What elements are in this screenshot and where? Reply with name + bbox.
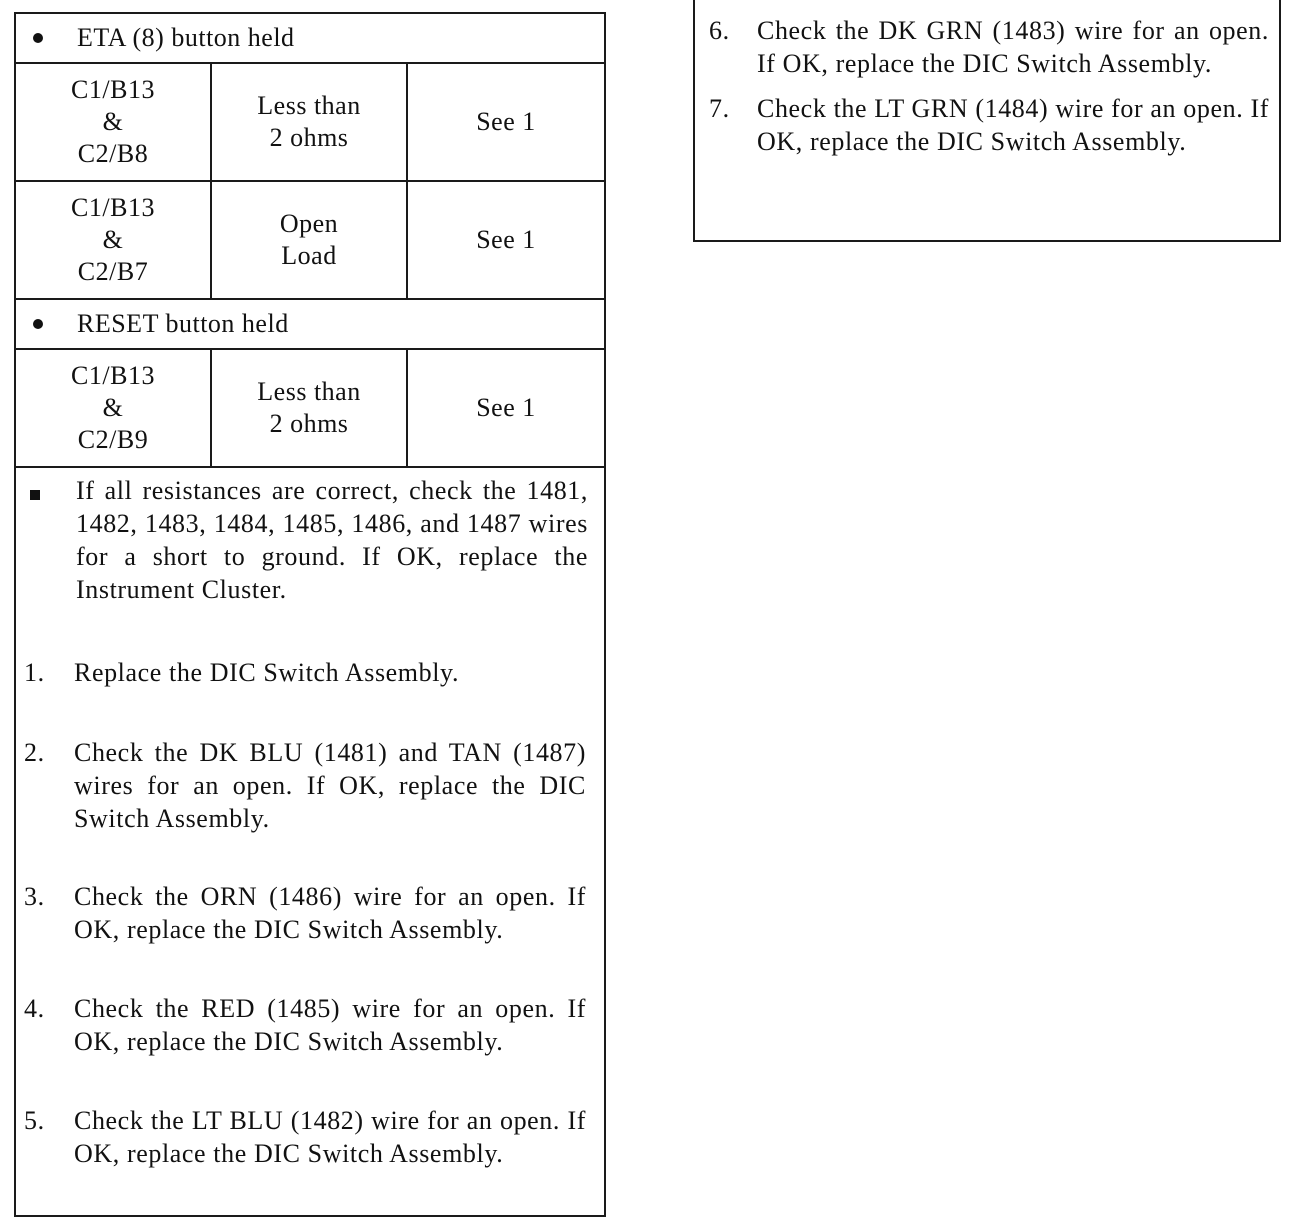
step-number: 1. — [24, 658, 45, 687]
step-text: Check the DK GRN (1483) wire for an open. If OK, replace the DIC Switch Assembly. — [757, 16, 1269, 78]
table-row — [16, 350, 604, 468]
step-number: 5. — [24, 1106, 45, 1135]
step-number: 4. — [24, 994, 45, 1023]
step-text: Check the LT GRN (1484) wire for an open. If OK, replace the DIC Switch Assembly. — [757, 94, 1269, 156]
step-number: 2. — [24, 738, 45, 767]
diagnostic-table-right — [693, 0, 1281, 242]
list-item — [695, 92, 1279, 158]
reset-header-label: RESET button held — [77, 309, 289, 338]
pins-cell — [16, 64, 212, 180]
action-cell — [408, 350, 604, 466]
value-line-1: Open — [279, 209, 339, 238]
value-cell — [212, 350, 408, 466]
step-number: 3. — [24, 882, 45, 911]
value-line-2: 2 ohms — [269, 123, 349, 152]
eta-button-header — [16, 14, 604, 64]
action-text: See 1 — [476, 225, 536, 254]
list-item — [16, 880, 604, 946]
note-text: If all resistances are correct, check the 1481, 1482, 1483, 1484, 1485, 1486, and 1487 wires for a short to ground. If OK, replace the Instrument Cluster. — [76, 476, 588, 604]
pin-b: C2/B7 — [77, 257, 149, 286]
value-cell — [212, 64, 408, 180]
action-text: See 1 — [476, 393, 536, 422]
step-number: 6. — [709, 16, 730, 45]
value-line-2: 2 ohms — [269, 409, 349, 438]
pin-join: & — [102, 393, 124, 422]
value-line-1: Less than — [257, 91, 361, 120]
step-text: Check the DK BLU (1481) and TAN (1487) wires for an open. If OK, replace the DIC Switch Assembly. — [74, 738, 586, 833]
pin-join: & — [102, 107, 124, 136]
repair-steps-right — [695, 14, 1279, 170]
pins-cell — [16, 350, 212, 466]
bullet-icon — [33, 319, 43, 329]
step-text: Replace the DIC Switch Assembly. — [74, 658, 460, 687]
list-item — [695, 14, 1279, 80]
action-cell — [408, 64, 604, 180]
step-text: Check the RED (1485) wire for an open. If OK, replace the DIC Switch Assembly. — [74, 994, 586, 1056]
step-text: Check the LT BLU (1482) wire for an open. If OK, replace the DIC Switch Assembly. — [74, 1106, 586, 1168]
value-line-2: Load — [281, 241, 337, 270]
pin-b: C2/B8 — [77, 139, 149, 168]
reset-button-header — [16, 300, 604, 350]
value-cell — [212, 182, 408, 298]
step-text: Check the ORN (1486) wire for an open. If OK, replace the DIC Switch Assembly. — [74, 882, 586, 944]
pin-a: C1/B13 — [71, 193, 155, 222]
bullet-icon — [30, 490, 40, 500]
value-line-1: Less than — [257, 377, 361, 406]
short-to-ground-note — [16, 474, 604, 606]
pin-b: C2/B9 — [77, 425, 149, 454]
pin-a: C1/B13 — [71, 75, 155, 104]
pins-cell — [16, 182, 212, 298]
list-item — [16, 1104, 604, 1170]
list-item — [16, 656, 604, 689]
pin-join: & — [102, 225, 124, 254]
table-row — [16, 182, 604, 300]
list-item — [16, 992, 604, 1058]
pin-a: C1/B13 — [71, 361, 155, 390]
step-number: 7. — [709, 94, 730, 123]
table-row — [16, 64, 604, 182]
diagnostic-table-left — [14, 12, 606, 1217]
bullet-icon — [33, 33, 43, 43]
eta-header-label: ETA (8) button held — [77, 23, 295, 52]
action-text: See 1 — [476, 107, 536, 136]
action-cell — [408, 182, 604, 298]
list-item — [16, 736, 604, 835]
